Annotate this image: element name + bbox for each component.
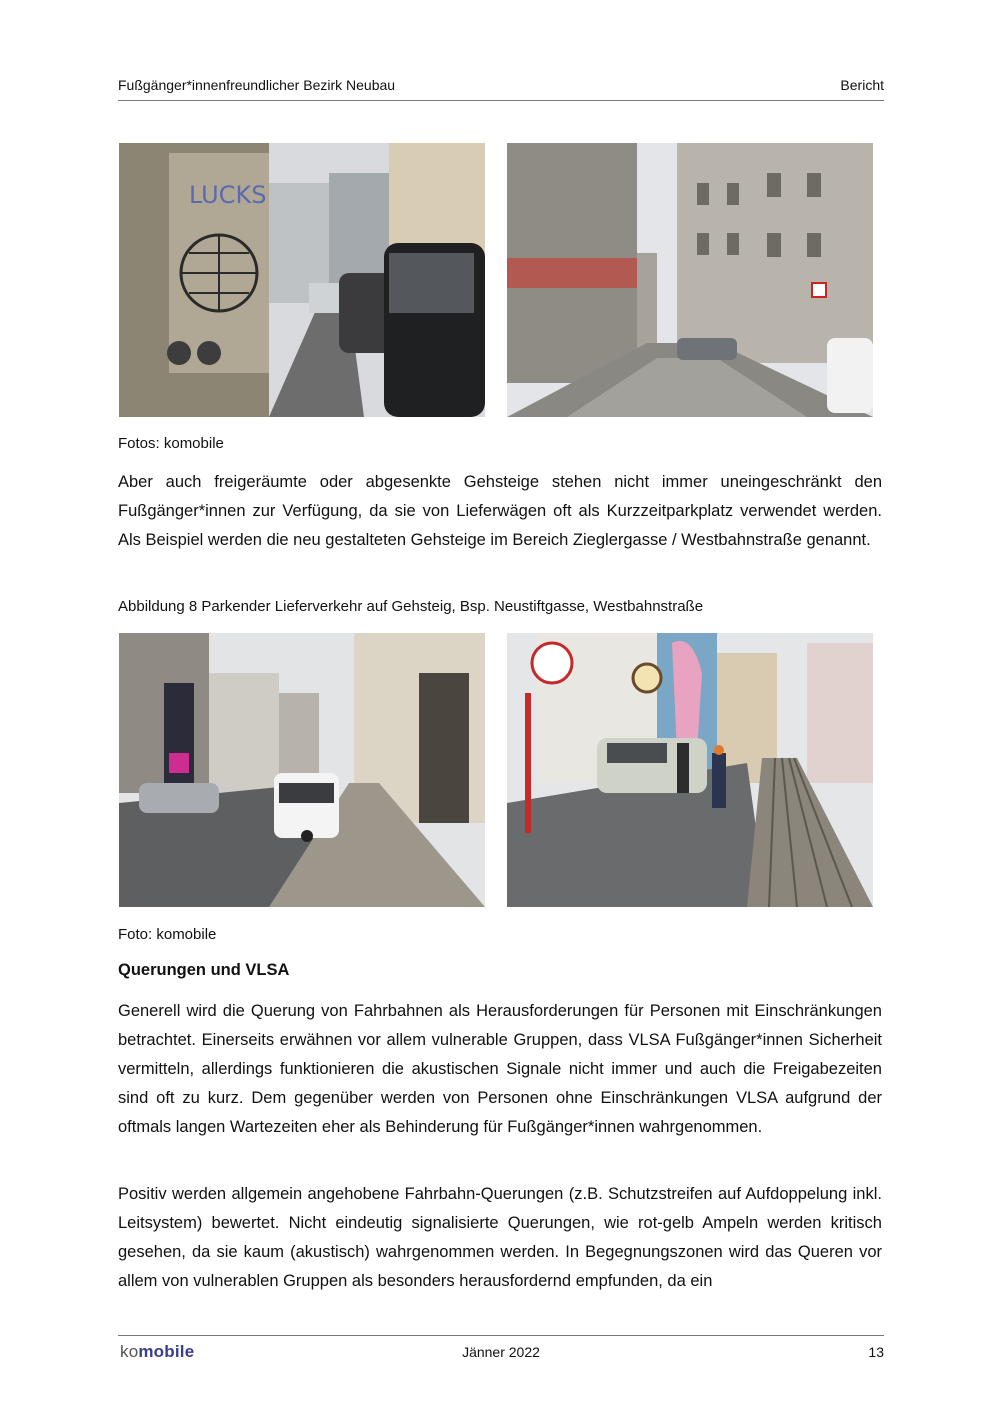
photo-street-corner — [507, 143, 873, 417]
header-title: Fußgänger*innenfreundlicher Bezirk Neubau — [118, 77, 396, 93]
page-header — [118, 76, 884, 101]
photo-graffiti-alley — [119, 143, 485, 417]
figure-8-title: Abbildung 8 Parkender Lieferverkehr auf Gehsteig, Bsp. Neustiftgasse, Westbahnstraße — [118, 598, 704, 615]
photo-delivery-van-sidewalk — [119, 633, 485, 907]
photo-tram-stop — [507, 633, 873, 907]
paragraph-crossings: Generell wird die Querung von Fahrbahnen als Herausforderungen für Personen mit Einschränkungen betrachtet. Einerseits erwähnen vor allem vulnerable Gruppen, dass VLSA Fußgänger*innen Sicherheit vermitteln, allerdings funktionieren die akustischen Signale nicht immer und auch die Freigabezeiten sind oft zu kurz. Dem gegenüber werden von Personen ohne Einschränkungen VLSA aufgrund der oftmals langen Wartezeiten eher als Behinderung für Fußgänger*innen wahrgenommen. — [118, 1002, 882, 1136]
paragraph-delivery-parking: Aber auch freigeräumte oder abgesenkte Gehsteige stehen nicht immer uneingeschränkt den Fußgänger*innen zur Verfügung, da sie von Lieferwägen oft als Kurzzeitparkplatz verwendet werden. Als Beispiel werden die neu gestalteten Gehsteige im Bereich Zieglergasse / Westbahnstraße genannt. — [118, 473, 882, 549]
footer-date: Jänner 2022 — [462, 1344, 540, 1360]
svg-text:LUCKS: LUCKS — [189, 181, 267, 209]
page-footer — [118, 1335, 884, 1366]
section-heading: Querungen und VLSA — [118, 961, 290, 979]
photo-caption-top: Fotos: komobile — [118, 435, 224, 452]
figure-8-caption: Foto: komobile — [118, 926, 217, 943]
logo-prefix: ko — [120, 1342, 139, 1361]
logo-suffix: mobile — [138, 1342, 195, 1361]
paragraph-raised-crossings: Positiv werden allgemein angehobene Fahrbahn-Querungen (z.B. Schutzstreifen auf Aufdoppelung inkl. Leitsystem) bewertet. Nicht eindeutig signalisierte Querungen, wie rot-gelb Ampeln werden kritisch gesehen, da sie kaum (akustisch) wahrgenommen werden. In Begegnungszonen wird das Queren vor allem von vulnerablen Gruppen als besonders herausfordernd empfunden, da ein — [118, 1185, 882, 1290]
header-section: Bericht — [840, 77, 884, 93]
page-number: 13 — [868, 1344, 884, 1360]
